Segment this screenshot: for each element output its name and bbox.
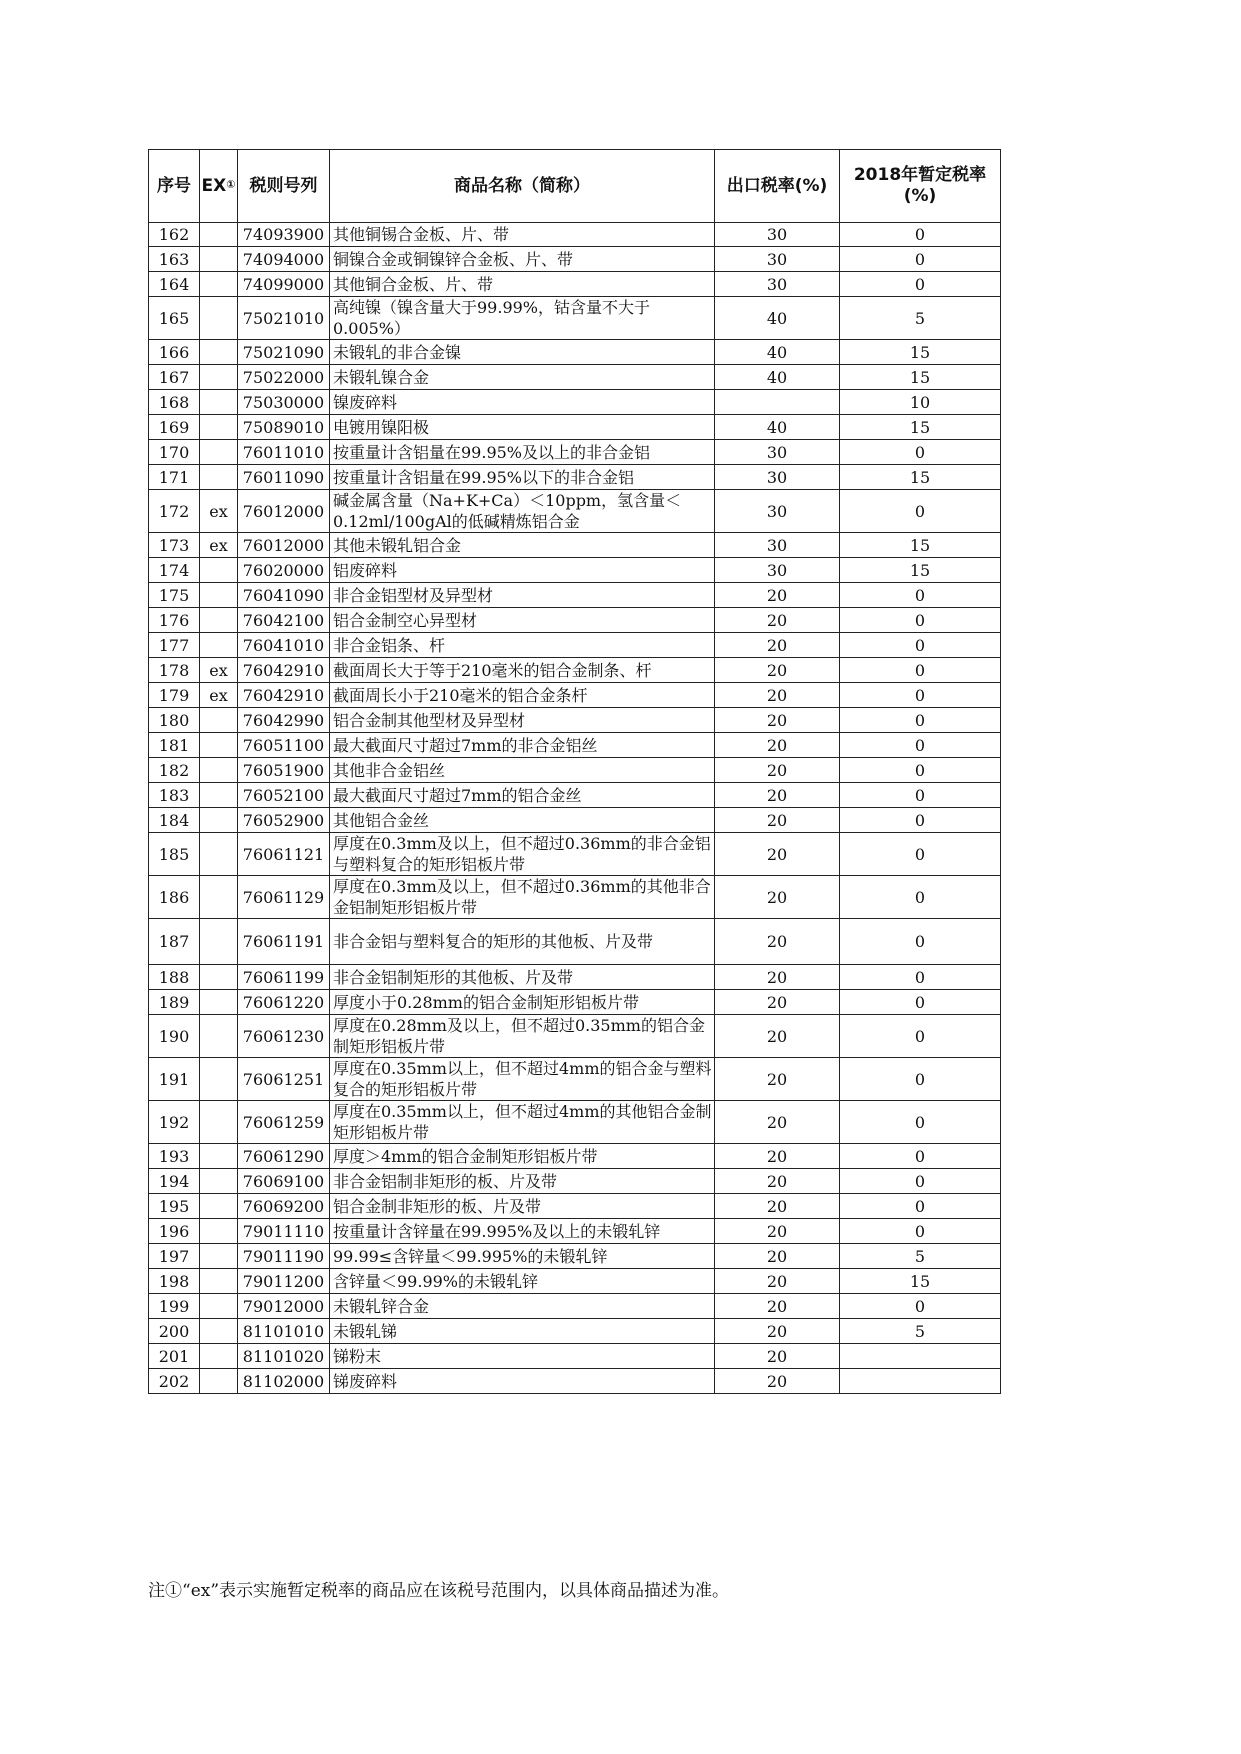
cell-ex [200,1058,238,1101]
header-name: 商品名称（简称） [330,150,715,223]
cell-interim-rate: 0 [840,919,1001,965]
cell-interim-rate: 5 [840,297,1001,340]
cell-code: 75021090 [238,340,330,365]
table-row [149,365,1001,390]
cell-ex [200,1015,238,1058]
cell-name: 其他铝合金丝 [330,808,715,833]
cell-seq: 168 [149,390,200,415]
table-row [149,533,1001,558]
cell-export-rate: 20 [715,1015,840,1058]
cell-code: 76042910 [238,683,330,708]
header-code: 税则号列 [238,150,330,223]
cell-ex [200,758,238,783]
cell-export-rate: 20 [715,733,840,758]
cell-seq: 194 [149,1169,200,1194]
cell-ex: ex [200,683,238,708]
cell-code: 75022000 [238,365,330,390]
cell-name: 非合金铝制非矩形的板、片及带 [330,1169,715,1194]
cell-name: 非合金铝与塑料复合的矩形的其他板、片及带 [330,919,715,965]
cell-export-rate: 20 [715,1194,840,1219]
cell-ex [200,919,238,965]
table-row [149,465,1001,490]
table-row [149,583,1001,608]
cell-name: 锑废碎料 [330,1369,715,1394]
cell-ex [200,272,238,297]
cell-seq: 187 [149,919,200,965]
cell-ex [200,1319,238,1344]
cell-seq: 170 [149,440,200,465]
cell-export-rate: 20 [715,965,840,990]
cell-interim-rate: 0 [840,223,1001,247]
cell-name: 锑粉末 [330,1344,715,1369]
cell-ex [200,390,238,415]
cell-code: 76061220 [238,990,330,1015]
cell-name: 非合金铝制矩形的其他板、片及带 [330,965,715,990]
cell-interim-rate: 0 [840,1219,1001,1244]
cell-interim-rate: 15 [840,365,1001,390]
cell-interim-rate: 0 [840,876,1001,919]
cell-name: 按重量计含锌量在99.995%及以上的未锻轧锌 [330,1219,715,1244]
cell-interim-rate: 15 [840,558,1001,583]
cell-code: 76012000 [238,490,330,533]
cell-export-rate: 20 [715,708,840,733]
cell-interim-rate: 0 [840,783,1001,808]
cell-seq: 182 [149,758,200,783]
cell-interim-rate: 0 [840,490,1001,533]
cell-export-rate: 20 [715,683,840,708]
cell-ex [200,223,238,247]
cell-name: 非合金铝型材及异型材 [330,583,715,608]
table-row [149,1144,1001,1169]
cell-interim-rate: 15 [840,415,1001,440]
cell-export-rate: 30 [715,223,840,247]
cell-seq: 198 [149,1269,200,1294]
cell-seq: 189 [149,990,200,1015]
cell-ex [200,633,238,658]
cell-export-rate: 20 [715,1369,840,1394]
table-row [149,1319,1001,1344]
cell-export-rate: 20 [715,876,840,919]
cell-seq: 200 [149,1319,200,1344]
cell-export-rate: 30 [715,558,840,583]
table-row [149,990,1001,1015]
cell-seq: 164 [149,272,200,297]
cell-name: 厚度在0.35mm以上，但不超过4mm的其他铝合金制矩形铝板片带 [330,1101,715,1144]
cell-name: 99.99≤含锌量＜99.995%的未锻轧锌 [330,1244,715,1269]
cell-name: 厚度在0.3mm及以上，但不超过0.36mm的其他非合金铝制矩形铝板片带 [330,876,715,919]
cell-name: 碱金属含量（Na+K+Ca）＜10ppm，氢含量＜0.12ml/100gAl的低碱精炼铝合金 [330,490,715,533]
cell-seq: 172 [149,490,200,533]
header-export-rate: 出口税率(%) [715,150,840,223]
cell-ex [200,1344,238,1369]
cell-seq: 183 [149,783,200,808]
cell-code: 76042100 [238,608,330,633]
header-interim-rate: 2018年暂定税率(%) [840,150,1001,223]
cell-export-rate: 30 [715,272,840,297]
cell-interim-rate: 0 [840,272,1001,297]
cell-code: 76061199 [238,965,330,990]
cell-export-rate: 20 [715,990,840,1015]
cell-ex [200,990,238,1015]
table-row [149,876,1001,919]
cell-seq: 175 [149,583,200,608]
cell-code: 76011010 [238,440,330,465]
cell-ex [200,465,238,490]
cell-code: 76061191 [238,919,330,965]
cell-name: 铝合金制非矩形的板、片及带 [330,1194,715,1219]
cell-code: 79011110 [238,1219,330,1244]
cell-name: 截面周长小于210毫米的铝合金条杆 [330,683,715,708]
cell-seq: 185 [149,833,200,876]
cell-seq: 180 [149,708,200,733]
cell-name: 最大截面尺寸超过7mm的铝合金丝 [330,783,715,808]
cell-seq: 163 [149,247,200,272]
cell-seq: 178 [149,658,200,683]
cell-seq: 171 [149,465,200,490]
cell-ex [200,1294,238,1319]
cell-seq: 173 [149,533,200,558]
cell-export-rate: 20 [715,608,840,633]
cell-seq: 165 [149,297,200,340]
cell-name: 厚度在0.28mm及以上，但不超过0.35mm的铝合金制矩形铝板片带 [330,1015,715,1058]
cell-export-rate: 20 [715,758,840,783]
cell-code: 79012000 [238,1294,330,1319]
cell-seq: 192 [149,1101,200,1144]
cell-code: 75089010 [238,415,330,440]
cell-ex [200,247,238,272]
cell-seq: 176 [149,608,200,633]
cell-interim-rate: 5 [840,1244,1001,1269]
cell-ex [200,1144,238,1169]
table-row [149,415,1001,440]
cell-code: 76041090 [238,583,330,608]
cell-export-rate: 30 [715,490,840,533]
cell-ex [200,1194,238,1219]
header-ex [200,150,238,223]
cell-ex [200,440,238,465]
table-row [149,558,1001,583]
cell-interim-rate: 0 [840,1144,1001,1169]
cell-interim-rate: 0 [840,965,1001,990]
cell-interim-rate: 15 [840,533,1001,558]
cell-code: 75030000 [238,390,330,415]
cell-name: 按重量计含铝量在99.95%以下的非合金铝 [330,465,715,490]
cell-export-rate: 20 [715,658,840,683]
cell-seq: 199 [149,1294,200,1319]
header-ex-label: EX [201,175,227,196]
cell-name: 非合金铝条、杆 [330,633,715,658]
cell-seq: 181 [149,733,200,758]
table-row [149,658,1001,683]
cell-export-rate: 40 [715,365,840,390]
cell-name: 其他非合金铝丝 [330,758,715,783]
cell-ex [200,1219,238,1244]
cell-ex [200,1101,238,1144]
cell-interim-rate: 0 [840,758,1001,783]
cell-interim-rate: 0 [840,633,1001,658]
header-seq: 序号 [149,150,200,223]
table-row [149,808,1001,833]
cell-ex [200,297,238,340]
cell-name: 其他铜合金板、片、带 [330,272,715,297]
cell-seq: 202 [149,1369,200,1394]
cell-name: 厚度在0.35mm以上，但不超过4mm的铝合金与塑料复合的矩形铝板片带 [330,1058,715,1101]
cell-name: 电镀用镍阳极 [330,415,715,440]
cell-ex: ex [200,658,238,683]
cell-interim-rate: 0 [840,1194,1001,1219]
cell-interim-rate [840,1344,1001,1369]
cell-interim-rate: 0 [840,683,1001,708]
table-row [149,1169,1001,1194]
cell-code: 76051100 [238,733,330,758]
table-row [149,340,1001,365]
table-row [149,1294,1001,1319]
cell-name: 镍废碎料 [330,390,715,415]
cell-code: 76052100 [238,783,330,808]
cell-code: 76042990 [238,708,330,733]
cell-interim-rate: 0 [840,247,1001,272]
cell-interim-rate: 0 [840,990,1001,1015]
table-row [149,708,1001,733]
cell-code: 74093900 [238,223,330,247]
table-row [149,440,1001,465]
cell-ex: ex [200,533,238,558]
cell-seq: 190 [149,1015,200,1058]
cell-code: 76069200 [238,1194,330,1219]
cell-ex [200,833,238,876]
header-ex-footnote-mark: ① [226,177,236,191]
cell-name: 高纯镍（镍含量大于99.99%，钴含量不大于0.005%） [330,297,715,340]
cell-export-rate: 30 [715,533,840,558]
cell-name: 未锻轧的非合金镍 [330,340,715,365]
cell-code: 79011200 [238,1269,330,1294]
cell-code: 76061129 [238,876,330,919]
table-row [149,1194,1001,1219]
cell-name: 含锌量＜99.99%的未锻轧锌 [330,1269,715,1294]
cell-ex [200,583,238,608]
cell-code: 76061259 [238,1101,330,1144]
cell-code: 76052900 [238,808,330,833]
cell-interim-rate: 10 [840,390,1001,415]
cell-code: 76051900 [238,758,330,783]
cell-export-rate: 20 [715,1101,840,1144]
table-row [149,390,1001,415]
cell-export-rate: 20 [715,833,840,876]
cell-interim-rate: 15 [840,340,1001,365]
cell-code: 76069100 [238,1169,330,1194]
table-row [149,1058,1001,1101]
cell-export-rate: 20 [715,1344,840,1369]
cell-name: 厚度在0.3mm及以上，但不超过0.36mm的非合金铝与塑料复合的矩形铝板片带 [330,833,715,876]
table-row [149,919,1001,965]
cell-export-rate [715,390,840,415]
cell-name: 其他铜锡合金板、片、带 [330,223,715,247]
cell-interim-rate: 0 [840,833,1001,876]
cell-code: 76061121 [238,833,330,876]
cell-seq: 188 [149,965,200,990]
cell-seq: 201 [149,1344,200,1369]
cell-code: 76061230 [238,1015,330,1058]
cell-ex [200,876,238,919]
cell-export-rate: 40 [715,340,840,365]
cell-code: 74099000 [238,272,330,297]
cell-code: 81101020 [238,1344,330,1369]
tariff-table [148,149,1001,1394]
cell-interim-rate: 0 [840,1101,1001,1144]
cell-name: 未锻轧锌合金 [330,1294,715,1319]
cell-ex [200,558,238,583]
cell-export-rate: 20 [715,783,840,808]
cell-export-rate: 20 [715,808,840,833]
cell-interim-rate: 15 [840,465,1001,490]
cell-interim-rate [840,1369,1001,1394]
cell-interim-rate: 0 [840,1015,1001,1058]
cell-interim-rate: 0 [840,708,1001,733]
cell-export-rate: 20 [715,633,840,658]
cell-ex [200,733,238,758]
table-row [149,1269,1001,1294]
cell-name: 未锻轧镍合金 [330,365,715,390]
cell-code: 76061290 [238,1144,330,1169]
cell-seq: 167 [149,365,200,390]
cell-interim-rate: 0 [840,808,1001,833]
cell-seq: 177 [149,633,200,658]
cell-name: 铝合金制其他型材及异型材 [330,708,715,733]
cell-name: 铜镍合金或铜镍锌合金板、片、带 [330,247,715,272]
table-row [149,297,1001,340]
cell-export-rate: 40 [715,297,840,340]
cell-seq: 186 [149,876,200,919]
cell-code: 79011190 [238,1244,330,1269]
cell-name: 按重量计含铝量在99.95%及以上的非合金铝 [330,440,715,465]
cell-seq: 196 [149,1219,200,1244]
cell-ex [200,708,238,733]
table-row [149,1101,1001,1144]
cell-interim-rate: 0 [840,583,1001,608]
cell-seq: 195 [149,1194,200,1219]
cell-export-rate: 20 [715,1219,840,1244]
cell-name: 铝合金制空心异型材 [330,608,715,633]
cell-ex [200,1269,238,1294]
cell-seq: 184 [149,808,200,833]
cell-export-rate: 20 [715,1169,840,1194]
cell-name: 截面周长大于等于210毫米的铝合金制条、杆 [330,658,715,683]
table-row [149,1015,1001,1058]
cell-code: 76061251 [238,1058,330,1101]
cell-ex [200,783,238,808]
cell-name: 最大截面尺寸超过7mm的非合金铝丝 [330,733,715,758]
cell-seq: 174 [149,558,200,583]
cell-interim-rate: 0 [840,440,1001,465]
table-row [149,683,1001,708]
cell-export-rate: 30 [715,440,840,465]
cell-code: 76041010 [238,633,330,658]
table-row [149,633,1001,658]
footnote: 注①“ex”表示实施暂定税率的商品应在该税号范围内，以具体商品描述为准。 [148,1581,730,1601]
cell-seq: 169 [149,415,200,440]
cell-ex [200,965,238,990]
cell-code: 74094000 [238,247,330,272]
cell-code: 75021010 [238,297,330,340]
table-row [149,490,1001,533]
cell-code: 76020000 [238,558,330,583]
cell-ex [200,365,238,390]
table-row [149,1244,1001,1269]
table-row [149,272,1001,297]
cell-export-rate: 20 [715,583,840,608]
table-header-row [149,150,1001,223]
cell-export-rate: 20 [715,1244,840,1269]
table-row [149,833,1001,876]
cell-code: 76042910 [238,658,330,683]
cell-export-rate: 20 [715,1269,840,1294]
cell-ex [200,340,238,365]
cell-interim-rate: 0 [840,1294,1001,1319]
cell-code: 81101010 [238,1319,330,1344]
table-row [149,608,1001,633]
cell-name: 厚度小于0.28mm的铝合金制矩形铝板片带 [330,990,715,1015]
cell-export-rate: 20 [715,919,840,965]
cell-code: 76012000 [238,533,330,558]
cell-export-rate: 20 [715,1144,840,1169]
cell-seq: 179 [149,683,200,708]
cell-ex [200,1369,238,1394]
cell-interim-rate: 0 [840,1058,1001,1101]
cell-ex [200,1244,238,1269]
cell-name: 铝废碎料 [330,558,715,583]
cell-code: 76011090 [238,465,330,490]
cell-ex [200,608,238,633]
cell-interim-rate: 5 [840,1319,1001,1344]
cell-export-rate: 20 [715,1319,840,1344]
cell-interim-rate: 15 [840,1269,1001,1294]
cell-ex [200,415,238,440]
cell-export-rate: 20 [715,1294,840,1319]
cell-code: 81102000 [238,1369,330,1394]
cell-ex: ex [200,490,238,533]
table-row [149,783,1001,808]
cell-interim-rate: 0 [840,608,1001,633]
cell-name: 其他未锻轧铝合金 [330,533,715,558]
table-row [149,223,1001,247]
cell-export-rate: 40 [715,415,840,440]
cell-interim-rate: 0 [840,733,1001,758]
cell-seq: 197 [149,1244,200,1269]
table-row [149,247,1001,272]
cell-seq: 191 [149,1058,200,1101]
cell-interim-rate: 0 [840,658,1001,683]
table-row [149,758,1001,783]
cell-export-rate: 30 [715,247,840,272]
cell-interim-rate: 0 [840,1169,1001,1194]
cell-seq: 166 [149,340,200,365]
table-row [149,1344,1001,1369]
table-row [149,1219,1001,1244]
cell-name: 未锻轧锑 [330,1319,715,1344]
table-body [149,223,1001,1394]
cell-ex [200,808,238,833]
table-row [149,733,1001,758]
cell-export-rate: 30 [715,465,840,490]
cell-ex [200,1169,238,1194]
table-row [149,965,1001,990]
cell-seq: 193 [149,1144,200,1169]
cell-seq: 162 [149,223,200,247]
cell-export-rate: 20 [715,1058,840,1101]
table-row [149,1369,1001,1394]
cell-name: 厚度＞4mm的铝合金制矩形铝板片带 [330,1144,715,1169]
